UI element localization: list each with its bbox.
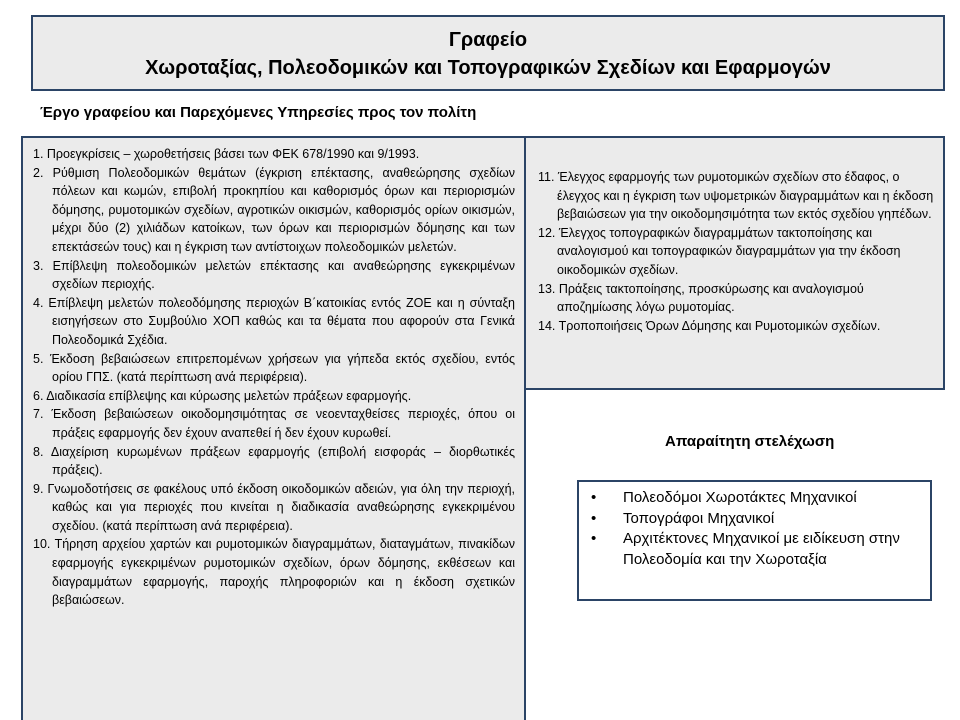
- services-list-left: [33, 145, 515, 610]
- services-subtitle: Έργο γραφείου και Παρεχόμενες Υπηρεσίες προς τον πολίτη: [40, 104, 477, 121]
- service-item: 2. Ρύθμιση Πολεοδομικών θεμάτων (έγκριση επέκτασης, αναθεώρησης σχεδίων πόλεων και κωμών, επιβολή προκηπίου και καθορισμός όρων και περιορισμών δόμησης, ρυμοτομικών σχεδίων, αγροτικών οικισμών, καθορισμός ορίων οικισμών, μέχρι δύο (2) χιλιάδων κατοίκων, των όρων και περιορισμών δόμησης και των επεκτάσεών τους) και η έγκριση των αντίστοιχων πολεοδομικών μελετών.: [33, 165, 515, 254]
- service-item: 7. Έκδοση βεβαιώσεων οικοδομησιμότητας σε νεοενταχθείσες περιοχές, όπου οι πράξεις εφαρμογής δεν έχουν αναπεθεί ή δεν έχουν κυρωθεί.: [33, 407, 515, 440]
- services-list-right: [538, 168, 938, 335]
- staffing-item: [591, 529, 926, 570]
- service-item: 12. Έλεγχος τοπογραφικών διαγραμμάτων τακτοποίησης και αναλογισμού και τοπογραφικών διαγραμμάτων για την έκδοση οικοδομικών σχεδίων.: [538, 225, 901, 277]
- bullet-icon: •: [591, 509, 597, 527]
- service-item: 6. Διαδικασία επίβλεψης και κύρωσης μελετών πράξεων εφαρμογής.: [33, 388, 412, 403]
- title-line-1: Γραφείο: [448, 29, 528, 51]
- service-item: 14. Τροποποιήσεις Όρων Δόμησης και Ρυμοτομικών σχεδίων.: [538, 318, 881, 333]
- service-item: 5. Έκδοση βεβαιώσεων επιτρεπομένων χρήσεων για γήπεδα εκτός σχεδίου, εντός ορίου ΓΠΣ. (κατά περίπτωση ανά περιφέρεια).: [33, 351, 515, 385]
- staffing-heading: Απαραίτητη στελέχωση: [665, 433, 835, 450]
- service-item: 13. Πράξεις τακτοποίησης, προσκύρωσης και αναλογισμού αποζημίωσης λόγω ρυμοτομίας.: [538, 281, 864, 315]
- title-line-2: Χωροταξίας, Πολεοδομικών και Τοπογραφικών Σχεδίων και Εφαρμογών: [145, 57, 831, 79]
- title-box: [31, 15, 945, 91]
- bullet-icon: •: [591, 530, 597, 547]
- staffing-item-label: Αρχιτέκτονες Μηχανικοί με ειδίκευση στην Πολεοδομία και την Χωροταξία: [623, 530, 900, 568]
- services-box-left: [21, 136, 526, 720]
- service-item: 1. Προεγκρίσεις – χωροθετήσεις βάσει των ΦΕΚ 678/1990 και 9/1993.: [33, 147, 420, 161]
- service-item: 8. Διαχείριση κυρωμένων πράξεων εφαρμογής (επιβολή εισφοράς – διορθωτικές πράξεις).: [33, 444, 515, 478]
- staffing-item: [591, 488, 926, 509]
- service-item: 10. Τήρηση αρχείου χαρτών και ρυμοτομικών διαγραμμάτων, διαταγμάτων, πινακίδων εφαρμογής εγκεκριμένων ρυμοτομικών σχεδίων, όρων δόμησης, εκθέσεων και διαγραμμάτων εφαρμογής, παροχής πληροφοριών και η έκδοση σχετικών βεβαιώσεων.: [33, 537, 515, 608]
- service-item: 11. Έλεγχος εφαρμογής των ρυμοτομικών σχεδίων στο έδαφος, ο έλεγχος και η έγκριση των υψομετρικών διαγραμμάτων και η έκδοση βεβαιώσεων για την οικοδομησιμότητα των εκτός σχεδίου γηπέδων.: [538, 170, 934, 222]
- staffing-list: [591, 488, 926, 570]
- service-item: 3. Επίβλεψη πολεοδομικών μελετών επέκτασης και αναθεώρησης εγκεκριμένων σχεδίων περιοχής.: [33, 258, 515, 292]
- staffing-item: [591, 509, 926, 530]
- bullet-icon: •: [591, 489, 597, 506]
- service-item: 9. Γνωμοδοτήσεις σε φακέλους υπό έκδοση οικοδομικών αδειών, για όλη την περιοχή, καθώς και για περιοχές που κινείται η διαδικασία αναθεώρησης εγκεκριμένου σχεδίου. (κατά περίπτωση ανά περιφέρεια).: [33, 481, 515, 533]
- services-box-right: [524, 136, 945, 390]
- staffing-item-label: Πολεοδόμοι Χωροτάκτες Μηχανικοί: [623, 489, 857, 506]
- staffing-item-label: Τοπογράφοι Μηχανικοί: [623, 509, 775, 527]
- staffing-box: [577, 480, 932, 601]
- service-item: 4. Επίβλεψη μελετών πολεοδόμησης περιοχών Β΄κατοικίας εντός ΖΟΕ και η σύνταξη εισηγήσεων στο Συμβούλιο ΧΟΠ καθώς και τα θέματα που αφορούν στα Γενικά Πολεοδομικά Σχέδια.: [33, 295, 515, 347]
